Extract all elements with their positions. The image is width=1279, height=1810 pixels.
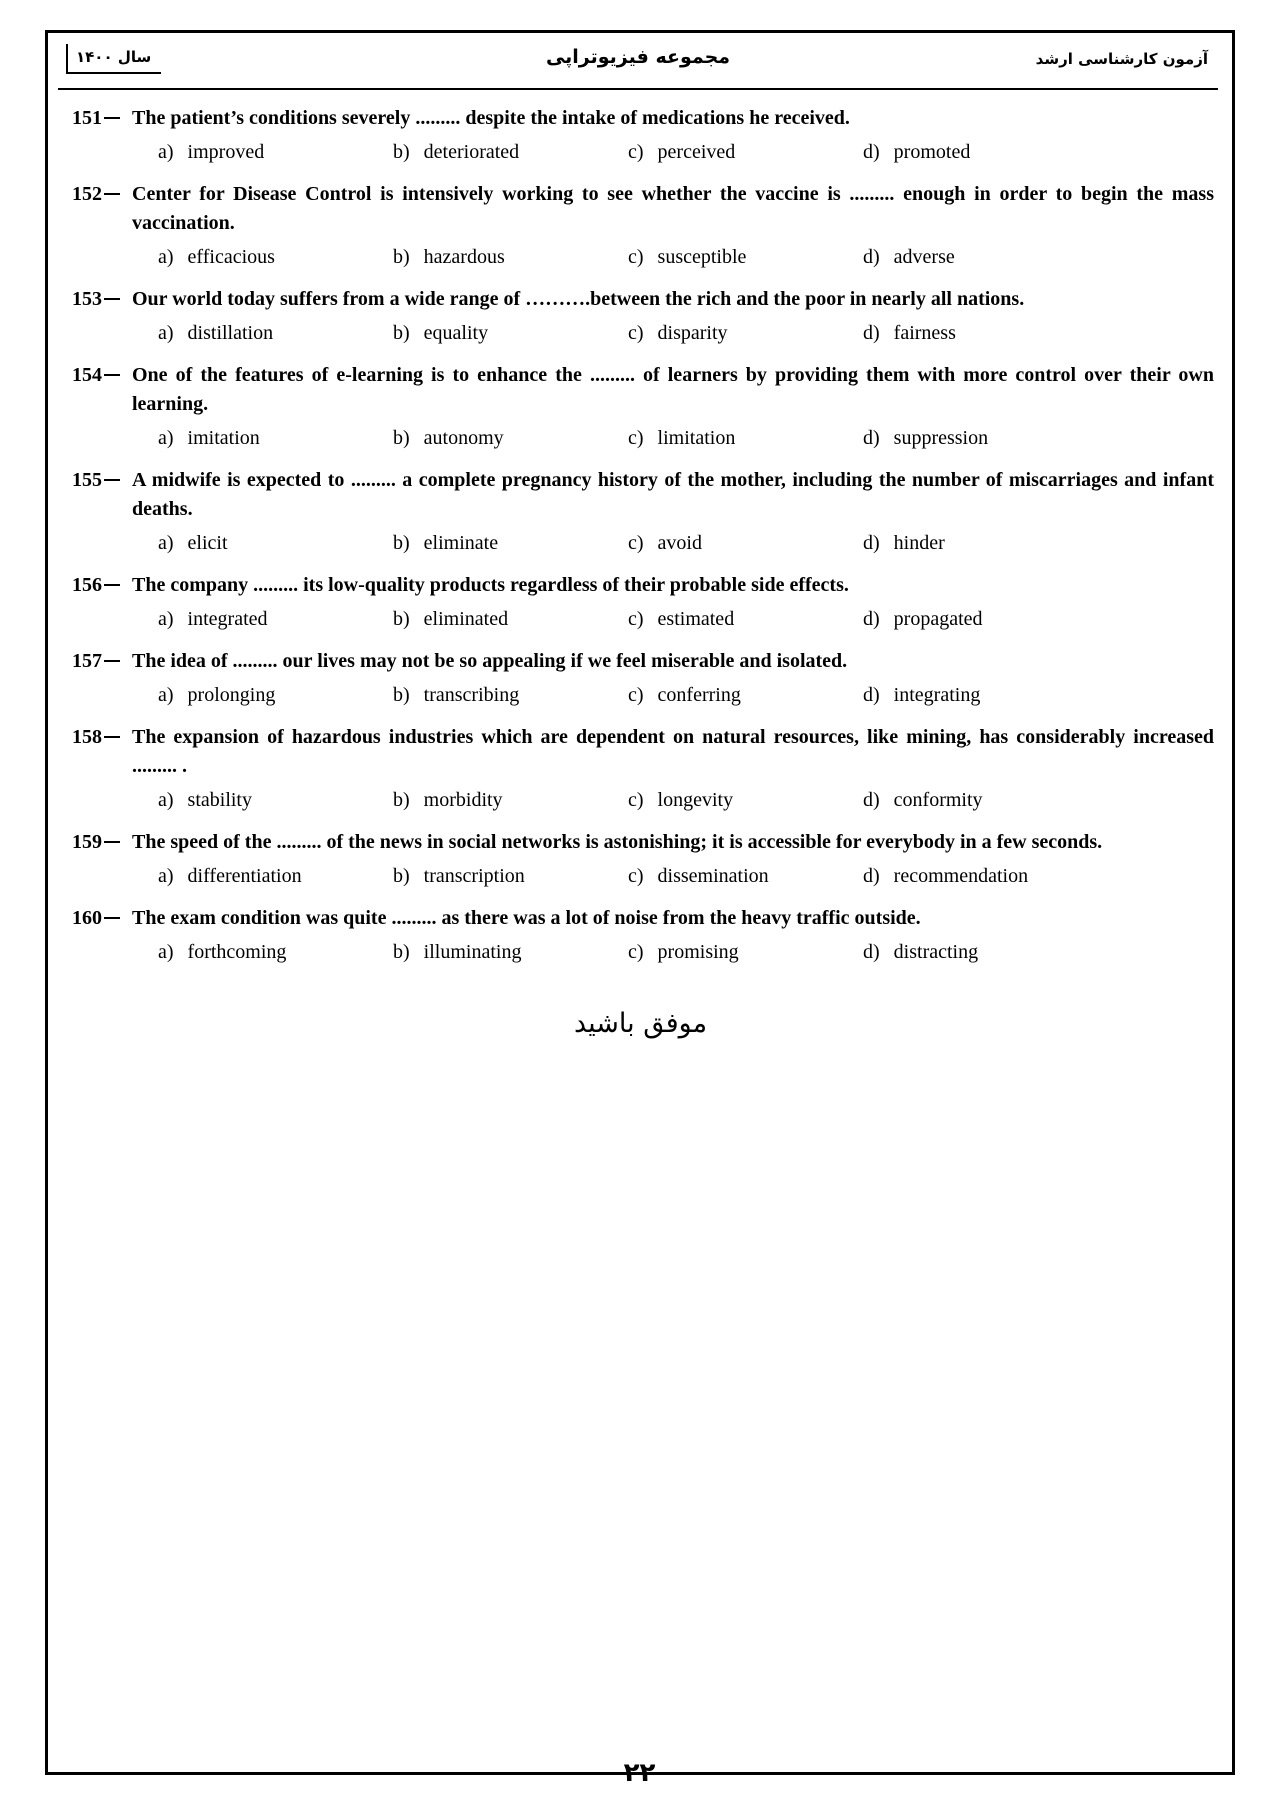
option-text: dissemination <box>657 865 769 887</box>
option-text: eliminated <box>423 608 509 630</box>
question-number: 155 <box>58 466 124 495</box>
option-text: illuminating <box>423 941 522 963</box>
option-b[interactable] <box>393 532 628 555</box>
question-list <box>58 104 1218 964</box>
option-d[interactable] <box>863 941 1098 964</box>
question-text: Center for Disease Control is intensively working to see whether the vaccine is ......... enough in order to begin the mass vaccination. <box>132 183 1214 234</box>
option-text: autonomy <box>423 427 504 449</box>
option-d[interactable] <box>863 141 1098 164</box>
option-text: eliminate <box>423 532 499 554</box>
question-text: The company ......... its low-quality products regardless of their probable side effects. <box>132 574 849 596</box>
page-number: ۲۲ <box>623 1758 656 1788</box>
option-c[interactable] <box>628 941 863 964</box>
number-dash-icon <box>104 736 120 738</box>
question-text: The exam condition was quite ......... as there was a lot of noise from the heavy traffic outside. <box>132 907 921 929</box>
option-text: distracting <box>893 941 979 963</box>
option-text: deteriorated <box>423 141 520 163</box>
question-text: The patient’s conditions severely ......... despite the intake of medications he received. <box>132 107 850 129</box>
question-item <box>58 723 1218 812</box>
option-row <box>58 608 1218 631</box>
option-letter: a) <box>158 941 174 963</box>
option-text: elicit <box>187 532 228 554</box>
option-d[interactable] <box>863 684 1098 707</box>
option-letter: c) <box>628 246 644 268</box>
option-row <box>58 941 1218 964</box>
question-text: Our world today suffers from a wide range of ……….between the rich and the poor in nearly all nations. <box>132 288 1025 310</box>
question-number: 158 <box>58 723 124 752</box>
option-text: prolonging <box>187 684 276 706</box>
option-letter: a) <box>158 246 174 268</box>
option-letter: c) <box>628 608 644 630</box>
option-b[interactable] <box>393 684 628 707</box>
question-item <box>58 466 1218 555</box>
option-letter: c) <box>628 684 644 706</box>
option-letter: a) <box>158 532 174 554</box>
option-letter: d) <box>863 322 880 344</box>
option-row <box>58 322 1218 345</box>
option-letter: a) <box>158 322 174 344</box>
question-item <box>58 828 1218 888</box>
option-a[interactable] <box>158 941 393 964</box>
number-dash-icon <box>104 374 120 376</box>
option-text: improved <box>187 141 265 163</box>
option-letter: d) <box>863 789 880 811</box>
option-letter: a) <box>158 608 174 630</box>
option-c[interactable] <box>628 789 863 812</box>
option-a[interactable] <box>158 865 393 888</box>
option-a[interactable] <box>158 246 393 269</box>
option-text: avoid <box>657 532 702 554</box>
option-text: forthcoming <box>187 941 287 963</box>
page-content <box>58 42 1223 1764</box>
option-text: imitation <box>187 427 260 449</box>
question-item <box>58 361 1218 450</box>
option-text: suppression <box>893 427 989 449</box>
option-text: stability <box>187 789 252 811</box>
option-a[interactable] <box>158 789 393 812</box>
option-letter: d) <box>863 246 880 268</box>
question-number: 152 <box>58 180 124 209</box>
option-d[interactable] <box>863 532 1098 555</box>
option-letter: c) <box>628 141 644 163</box>
option-row <box>58 789 1218 812</box>
option-text: promoted <box>893 141 971 163</box>
option-letter: d) <box>863 532 880 554</box>
question-number: 151 <box>58 104 124 133</box>
option-row <box>58 684 1218 707</box>
option-letter: b) <box>393 141 410 163</box>
option-a[interactable] <box>158 141 393 164</box>
header-subject-title: مجموعه فیزیوتراپی <box>545 46 731 68</box>
option-d[interactable] <box>863 865 1098 888</box>
option-d[interactable] <box>863 246 1098 269</box>
option-text: longevity <box>657 789 734 811</box>
footer-rule-left <box>58 1772 598 1775</box>
option-text: estimated <box>657 608 735 630</box>
option-text: perceived <box>657 141 736 163</box>
question-text: The speed of the ......... of the news in social networks is astonishing; it is accessible for everybody in a few seconds. <box>132 831 1103 853</box>
option-letter: c) <box>628 532 644 554</box>
footer-rule-right <box>681 1772 1221 1775</box>
option-b[interactable] <box>393 865 628 888</box>
option-row <box>58 865 1218 888</box>
option-text: susceptible <box>657 246 747 268</box>
number-dash-icon <box>104 298 120 300</box>
number-dash-icon <box>104 117 120 119</box>
option-c[interactable] <box>628 141 863 164</box>
question-item <box>58 180 1218 269</box>
option-a[interactable] <box>158 684 393 707</box>
number-dash-icon <box>104 479 120 481</box>
page-header <box>58 42 1218 90</box>
option-letter: b) <box>393 865 410 887</box>
option-row <box>58 246 1218 269</box>
question-text: A midwife is expected to ......... a complete pregnancy history of the mother, including the number of miscarriages and infant deaths. <box>132 469 1214 520</box>
option-text: hazardous <box>423 246 505 268</box>
option-letter: c) <box>628 789 644 811</box>
option-text: integrated <box>187 608 268 630</box>
option-letter: b) <box>393 684 410 706</box>
question-text: The expansion of hazardous industries which are dependent on natural resources, like mining, has considerably increased ......... . <box>132 726 1214 777</box>
option-b[interactable] <box>393 322 628 345</box>
question-number: 156 <box>58 571 124 600</box>
option-row <box>58 141 1218 164</box>
option-b[interactable] <box>393 789 628 812</box>
option-c[interactable] <box>628 532 863 555</box>
question-text: The idea of ......... our lives may not be so appealing if we feel miserable and isolated. <box>132 650 848 672</box>
option-d[interactable] <box>863 789 1098 812</box>
option-c[interactable] <box>628 865 863 888</box>
question-item <box>58 571 1218 631</box>
option-letter: d) <box>863 608 880 630</box>
option-text: morbidity <box>423 789 503 811</box>
option-a[interactable] <box>158 532 393 555</box>
option-d[interactable] <box>863 608 1098 631</box>
option-letter: d) <box>863 865 880 887</box>
option-letter: d) <box>863 684 880 706</box>
option-text: transcribing <box>423 684 520 706</box>
question-number: 159 <box>58 828 124 857</box>
question-number: 153 <box>58 285 124 314</box>
option-letter: a) <box>158 684 174 706</box>
question-item <box>58 904 1218 964</box>
option-c[interactable] <box>628 246 863 269</box>
option-letter: c) <box>628 941 644 963</box>
option-letter: a) <box>158 427 174 449</box>
header-year: سال ۱۴۰۰ <box>66 44 161 74</box>
option-c[interactable] <box>628 608 863 631</box>
question-number: 157 <box>58 647 124 676</box>
option-text: promising <box>657 941 739 963</box>
option-c[interactable] <box>628 322 863 345</box>
closing-message: موفق باشید <box>573 1008 708 1039</box>
option-text: integrating <box>893 684 981 706</box>
option-letter: b) <box>393 789 410 811</box>
option-d[interactable] <box>863 322 1098 345</box>
option-letter: b) <box>393 427 410 449</box>
option-b[interactable] <box>393 941 628 964</box>
question-text: One of the features of e-learning is to enhance the ......... of learners by providing them with more control over their own learning. <box>132 364 1214 415</box>
option-row <box>58 427 1218 450</box>
option-letter: b) <box>393 532 410 554</box>
option-text: differentiation <box>187 865 302 887</box>
option-b[interactable] <box>393 141 628 164</box>
option-a[interactable] <box>158 608 393 631</box>
option-text: fairness <box>893 322 956 344</box>
option-c[interactable] <box>628 684 863 707</box>
number-dash-icon <box>104 660 120 662</box>
option-letter: a) <box>158 865 174 887</box>
option-text: disparity <box>657 322 728 344</box>
option-letter: a) <box>158 789 174 811</box>
question-number: 154 <box>58 361 124 390</box>
page-footer <box>58 1758 1221 1788</box>
option-letter: b) <box>393 608 410 630</box>
option-letter: d) <box>863 941 880 963</box>
question-item <box>58 647 1218 707</box>
option-b[interactable] <box>393 427 628 450</box>
question-number: 160 <box>58 904 124 933</box>
option-text: adverse <box>893 246 955 268</box>
option-row <box>58 532 1218 555</box>
number-dash-icon <box>104 584 120 586</box>
question-item <box>58 285 1218 345</box>
option-text: distillation <box>187 322 274 344</box>
question-item <box>58 104 1218 164</box>
option-letter: b) <box>393 246 410 268</box>
option-letter: b) <box>393 322 410 344</box>
number-dash-icon <box>104 193 120 195</box>
number-dash-icon <box>104 917 120 919</box>
option-d[interactable] <box>863 427 1098 450</box>
option-b[interactable] <box>393 246 628 269</box>
number-dash-icon <box>104 841 120 843</box>
option-letter: b) <box>393 941 410 963</box>
option-letter: a) <box>158 141 174 163</box>
option-text: equality <box>423 322 489 344</box>
option-text: recommendation <box>893 865 1029 887</box>
option-a[interactable] <box>158 427 393 450</box>
option-a[interactable] <box>158 322 393 345</box>
option-b[interactable] <box>393 608 628 631</box>
option-letter: d) <box>863 427 880 449</box>
option-letter: c) <box>628 865 644 887</box>
option-text: efficacious <box>187 246 275 268</box>
header-exam-title: آزمون کارشناسی ارشد <box>1035 50 1208 68</box>
option-text: transcription <box>423 865 525 887</box>
option-text: conferring <box>657 684 741 706</box>
option-letter: c) <box>628 322 644 344</box>
option-text: propagated <box>893 608 983 630</box>
option-text: limitation <box>657 427 736 449</box>
option-letter: c) <box>628 427 644 449</box>
option-text: hinder <box>893 532 945 554</box>
option-letter: d) <box>863 141 880 163</box>
option-c[interactable] <box>628 427 863 450</box>
option-text: conformity <box>893 789 983 811</box>
